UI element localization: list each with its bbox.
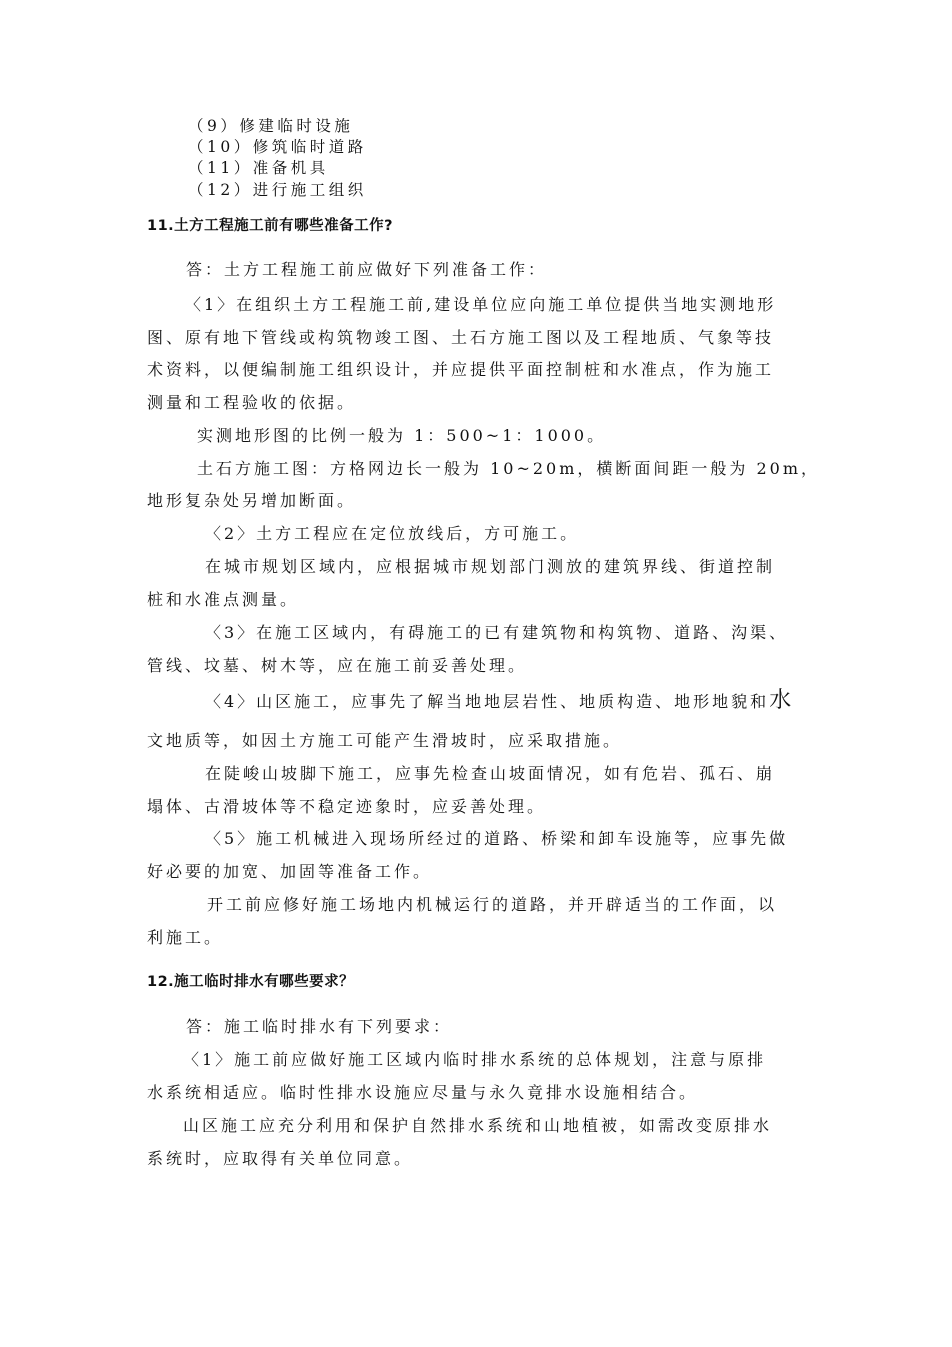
paragraph-line: 山区施工应充分利用和保护自然排水系统和山地植被，如需改变原排水 [183, 1116, 773, 1135]
list-item: （11）准备机具 [188, 159, 329, 177]
paragraph-line: 图、原有地下管线或构筑物竣工图、土石方施工图以及工程地质、气象等技 [147, 328, 775, 347]
question-12-heading: 12.施工临时排水有哪些要求？ [147, 974, 355, 990]
paragraph-line: 管线、坟墓、树木等，应在施工前妥善处理。 [147, 656, 528, 675]
list-item: （9）修建临时设施 [188, 117, 354, 135]
paragraph-line: 〈3〉在施工区域内，有碍施工的已有建筑物和构筑物、道路、沟渠、 [205, 623, 789, 642]
paragraph-line: 在陡峻山坡脚下施工，应事先检查山坡面情况，如有危岩、孤石、崩 [205, 764, 776, 783]
paragraph-line: 系统时，应取得有关单位同意。 [147, 1149, 414, 1168]
paragraph-line: 测量和工程验收的依据。 [147, 393, 357, 412]
paragraph-text: 〈4〉山区施工，应事先了解当地地层岩性、地质构造、地形地貌和 [205, 692, 770, 711]
answer-12-intro: 答：施工临时排水有下列要求： [186, 1017, 453, 1036]
paragraph-line: 〈5〉施工机械进入现场所经过的道路、桥梁和卸车设施等，应事先做 [205, 829, 789, 848]
paragraph-line: 〈2〉土方工程应在定位放线后，方可施工。 [205, 524, 580, 543]
paragraph-line: 实测地形图的比例一般为 1：500~1：1000。 [197, 426, 607, 445]
paragraph-line: 文地质等，如因土方施工可能产生滑坡时，应采取措施。 [147, 731, 623, 750]
paragraph-line [205, 688, 792, 713]
paragraph-line: 利施工。 [147, 928, 224, 947]
paragraph-line: 〈1〉施工前应做好施工区域内临时排水系统的总体规划，注意与原排 [183, 1050, 767, 1069]
paragraph-line: 水系统相适应。临时性排水设施应尽量与永久竟排水设施相结合。 [147, 1083, 699, 1102]
paragraph-line: 地形复杂处另增加断面。 [147, 491, 357, 510]
answer-11-intro: 答：土方工程施工前应做好下列准备工作： [186, 260, 548, 279]
paragraph-line: 土石方施工图：方格网边长一般为 10~20m，横断面间距一般为 20m， [197, 459, 821, 478]
paragraph-line: 在城市规划区域内，应根据城市规划部门测放的建筑界线、街道控制 [205, 557, 776, 576]
paragraph-line: 〈1〉在组织土方工程施工前,建设单位应向施工单位提供当地实测地形 [185, 295, 777, 314]
list-item: （12）进行施工组织 [188, 181, 367, 199]
paragraph-line: 好必要的加宽、加固等准备工作。 [147, 862, 433, 881]
paragraph-line: 塌体、古滑坡体等不稳定迹象时，应妥善处理。 [147, 797, 547, 816]
paragraph-line: 术资料，以便编制施工组织设计，并应提供平面控制桩和水准点，作为施工 [147, 360, 775, 379]
list-item: （10）修筑临时道路 [188, 138, 367, 156]
question-11-heading: 11.土方工程施工前有哪些准备工作? [147, 218, 394, 234]
paragraph-line: 桩和水准点测量。 [147, 590, 300, 609]
paragraph-line: 开工前应修好施工场地内机械运行的道路，并开辟适当的工作面，以 [207, 895, 778, 914]
paragraph-text-large: 水 [769, 688, 792, 713]
